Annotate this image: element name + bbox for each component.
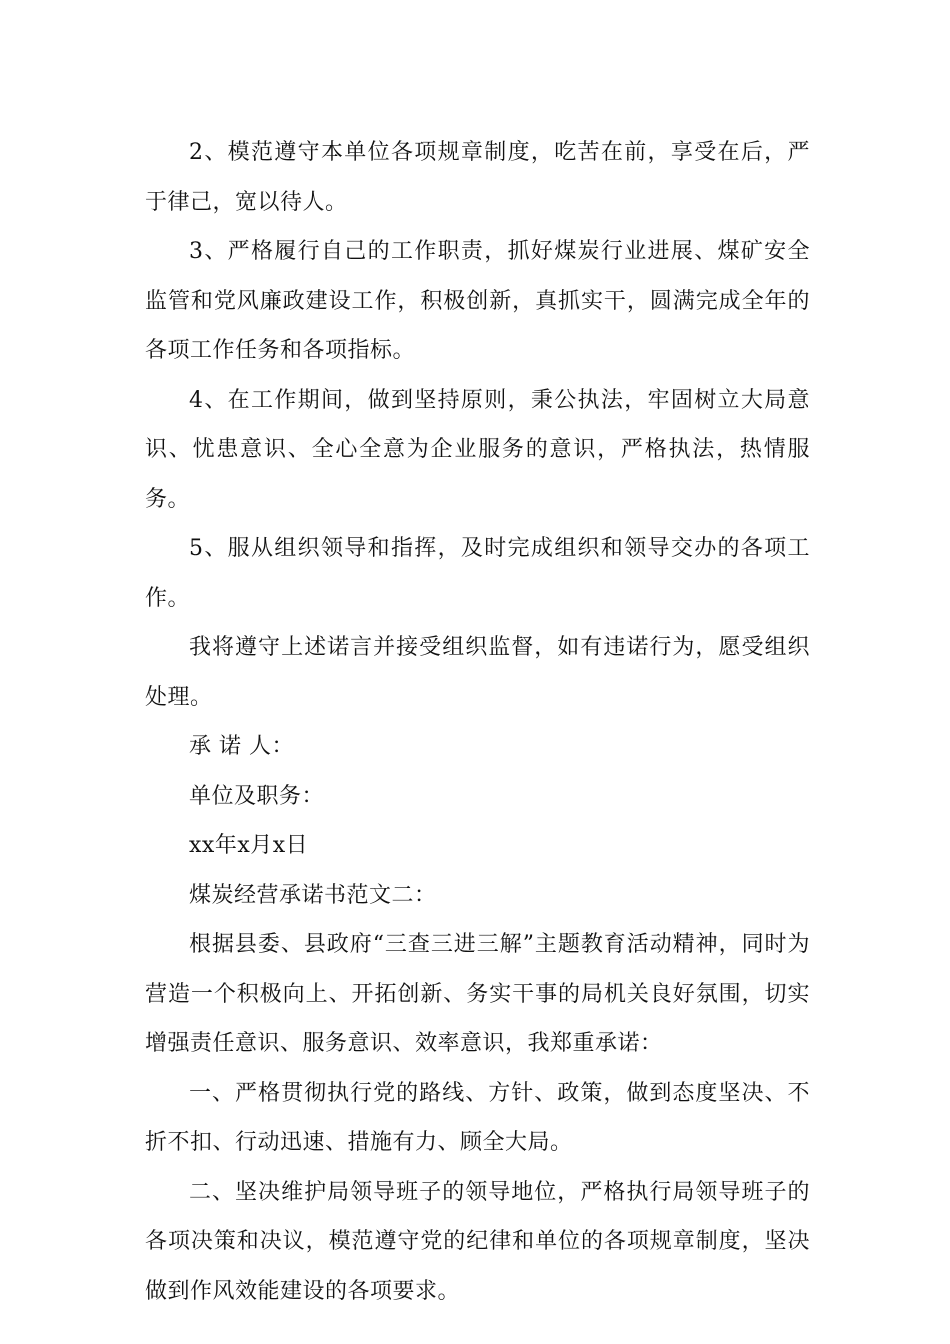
paragraph-item-4: 4、在工作期间，做到坚持原则，秉公执法，牢固树立大局意识、忧患意识、全心全意为企业服务的意识，严格执法，热情服务。 (145, 387, 810, 512)
signature-date: xx年x月x日 (189, 833, 309, 858)
section-heading: 煤炭经营承诺书范文二： (189, 882, 437, 908)
document-body (145, 128, 810, 1316)
paragraph-intro: 根据县委、县政府“三查三进三解”主题教育活动精神，同时为营造一个积极向上、开拓创新、务实干事的局机关良好氛围，切实增强责任意识、服务意识、效率意识，我郑重承诺： (145, 932, 810, 1056)
signature-unit-position-label: 单位及职务： (189, 783, 325, 809)
paragraph-item-5: 5、服从组织领导和指挥，及时完成组织和领导交办的各项工作。 (145, 536, 810, 611)
paragraph-item-one: 一、严格贯彻执行党的路线、方针、政策，做到态度坚决、不折不扣、行动迅速、措施有力、顾全大局。 (145, 1080, 810, 1155)
paragraph-pledge-statement: 我将遵守上述诺言并接受组织监督，如有违诺行为，愿受组织处理。 (145, 635, 810, 710)
paragraph-item-2: 2、模范遵守本单位各项规章制度，吃苦在前，享受在后，严于律己，宽以待人。 (145, 140, 810, 215)
signature-promisor-label: 承 诺 人： (189, 734, 294, 759)
paragraph-item-two: 二、坚决维护局领导班子的领导地位，严格执行局领导班子的各项决策和决议，模范遵守党的纪律和单位的各项规章制度，坚决做到作风效能建设的各项要求。 (145, 1179, 810, 1304)
paragraph-item-3: 3、严格履行自己的工作职责，抓好煤炭行业进展、煤矿安全监管和党风廉政建设工作，积极创新，真抓实干，圆满完成全年的各项工作任务和各项指标。 (145, 239, 810, 363)
